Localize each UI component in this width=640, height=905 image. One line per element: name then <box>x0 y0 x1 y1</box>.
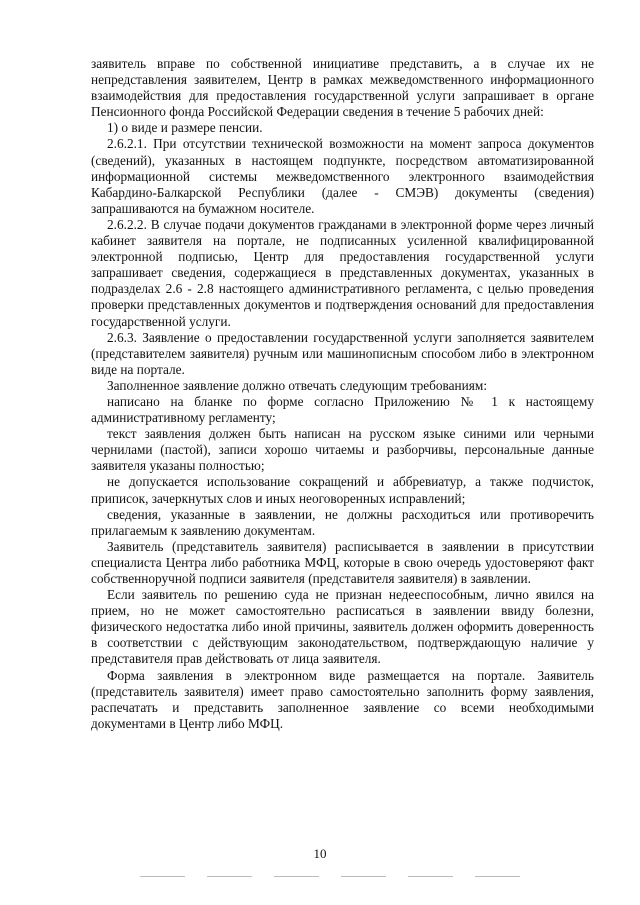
paragraph-2-6-2-1: 2.6.2.1. При отсутствии технической возможности на момент запроса документов (сведений), указанных в настоящем подпункте, посредством автоматизированной информационной системы межведомственного электронного взаимодействия Кабардино-Балкарской Республики (далее - СМЭВ) документы (сведения) запрашиваются на бумажном носителе. <box>91 136 594 216</box>
scan-mark <box>475 876 520 877</box>
scan-mark <box>140 876 185 877</box>
footer-scan-marks <box>140 876 520 880</box>
paragraph-signature: Заявитель (представитель заявителя) расписывается в заявлении в присутствии специалиста Центра либо работника МФЦ, которые в свою очередь удостоверяют факт собственноручной подписи заявителя (представителя заявителя) в заявлении. <box>91 538 594 586</box>
scan-mark <box>408 876 453 877</box>
paragraph-requirement-no-abbrev: не допускается использование сокращений и аббревиатур, а также подчисток, приписок, зачеркнутых слов и иных неоговоренных исправлений; <box>91 474 594 506</box>
document-body <box>91 56 594 732</box>
scan-mark <box>207 876 252 877</box>
paragraph-2-6-3: 2.6.3. Заявление о предоставлении государственной услуги заполняется заявителем (представителем заявителя) ручным или машинописным способом либо в электронном виде на портале. <box>91 329 594 377</box>
paragraph-continuation: заявитель вправе по собственной инициативе представить, а в случае их не непредставления заявителем, Центр в рамках межведомственного информационного взаимодействия для предоставления государственной услуги запрашивает в органе Пенсионного фонда Российской Федерации сведения в течение 5 рабочих дней: <box>91 56 594 120</box>
paragraph-electronic-form: Форма заявления в электронном виде размещается на портале. Заявитель (представитель заявителя) имеет право самостоятельно заполнить форму заявления, распечатать и представить заполненное заявление со всеми необходимыми документами в Центр либо МФЦ. <box>91 667 594 731</box>
paragraph-requirement-consistency: сведения, указанные в заявлении, не должны расходиться или противоречить прилагаемым к заявлению документам. <box>91 506 594 538</box>
paragraph-requirement-form: написано на бланке по форме согласно Приложению № 1 к настоящему административному регламенту; <box>91 393 594 426</box>
paragraph-pension-item: 1) о виде и размере пенсии. <box>107 120 263 136</box>
paragraph-power-of-attorney: Если заявитель по решению суда не признан недееспособным, лично явился на прием, но не может самостоятельно расписаться в заявлении ввиду болезни, физического недостатка либо иной причины, заявитель должен оформить доверенность в соответствии с действующим законодательством, подтверждающую наличие у представителя прав действовать от лица заявителя. <box>91 587 594 667</box>
page-number: 10 <box>313 846 327 861</box>
scan-mark <box>341 876 386 877</box>
paragraph-requirement-text: текст заявления должен быть написан на русском языке синими или черными чернилами (пастой), записи хорошо читаемы и разборчивы, персональные данные заявителя указаны полностью; <box>91 426 594 474</box>
scan-mark <box>274 876 319 877</box>
paragraph-2-6-2-2: 2.6.2.2. В случае подачи документов гражданами в электронной форме через личный кабинет заявителя на портале, не подписанных усиленной квалифицированной электронной подписью, Центр для предоставления государственной услуги запрашивает сведения, содержащиеся в представленных документах, указанных в подразделах 2.6 - 2.8 настоящего административного регламента, с целью проведения проверки представленных документов и подтверждения оснований для предоставления государственной услуги. <box>91 216 594 329</box>
paragraph-requirements-intro: Заполненное заявление должно отвечать следующим требованиям: <box>107 377 488 393</box>
